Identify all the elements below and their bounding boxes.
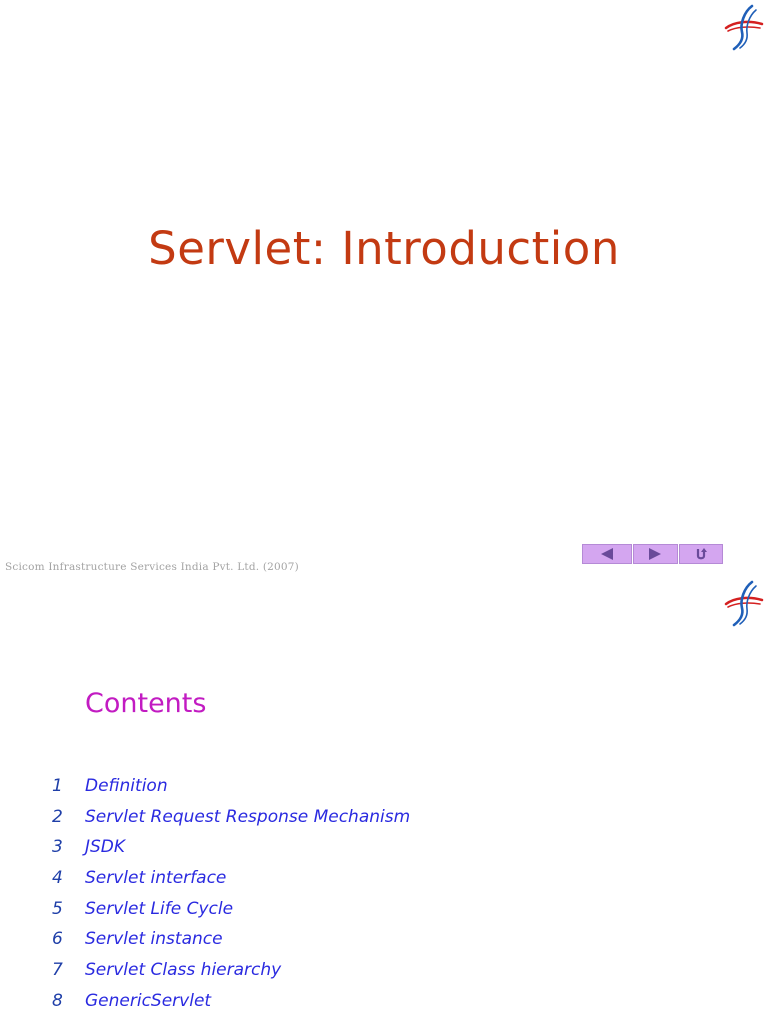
company-logo xyxy=(722,2,766,52)
item-number: 7 xyxy=(52,960,63,981)
list-item xyxy=(0,864,768,895)
toc-link-life-cycle[interactable]: Servlet Life Cycle xyxy=(85,898,234,919)
left-triangle-icon xyxy=(600,548,614,560)
toc-link-jsdk[interactable]: JSDK xyxy=(85,837,126,858)
table-of-contents xyxy=(0,772,768,1018)
item-number: 6 xyxy=(52,929,63,950)
item-number: 1 xyxy=(52,776,63,796)
company-logo xyxy=(722,578,766,628)
previous-slide-button[interactable] xyxy=(582,544,632,564)
list-item xyxy=(0,833,768,864)
item-number: 5 xyxy=(52,898,63,919)
toc-link-generic-servlet[interactable]: GenericServlet xyxy=(85,990,212,1011)
list-item xyxy=(0,895,768,926)
footer-copyright: Scicom Infrastructure Services India Pvt. Ltd. (2007) xyxy=(5,561,299,573)
toc-link-servlet-instance[interactable]: Servlet instance xyxy=(85,929,223,950)
item-number: 2 xyxy=(52,806,63,827)
next-slide-button[interactable] xyxy=(633,544,679,564)
toc-link-definition[interactable]: Definition xyxy=(85,776,168,796)
list-item xyxy=(0,987,768,1018)
slide-title: Servlet: Introduction xyxy=(148,222,620,275)
item-number: 8 xyxy=(52,990,63,1011)
list-item xyxy=(0,772,768,803)
toc-link-class-hierarchy[interactable]: Servlet Class hierarchy xyxy=(85,960,282,981)
list-item xyxy=(0,925,768,956)
list-item xyxy=(0,956,768,987)
toc-link-request-response[interactable]: Servlet Request Response Mechanism xyxy=(85,806,411,827)
return-button[interactable] xyxy=(679,544,723,564)
slide-navigation xyxy=(582,544,723,564)
contents-heading: Contents xyxy=(85,688,207,719)
item-number: 3 xyxy=(52,837,63,858)
return-icon xyxy=(694,547,708,561)
right-triangle-icon xyxy=(648,548,662,560)
item-number: 4 xyxy=(52,868,63,889)
list-item xyxy=(0,803,768,834)
toc-link-servlet-interface[interactable]: Servlet interface xyxy=(85,868,227,889)
